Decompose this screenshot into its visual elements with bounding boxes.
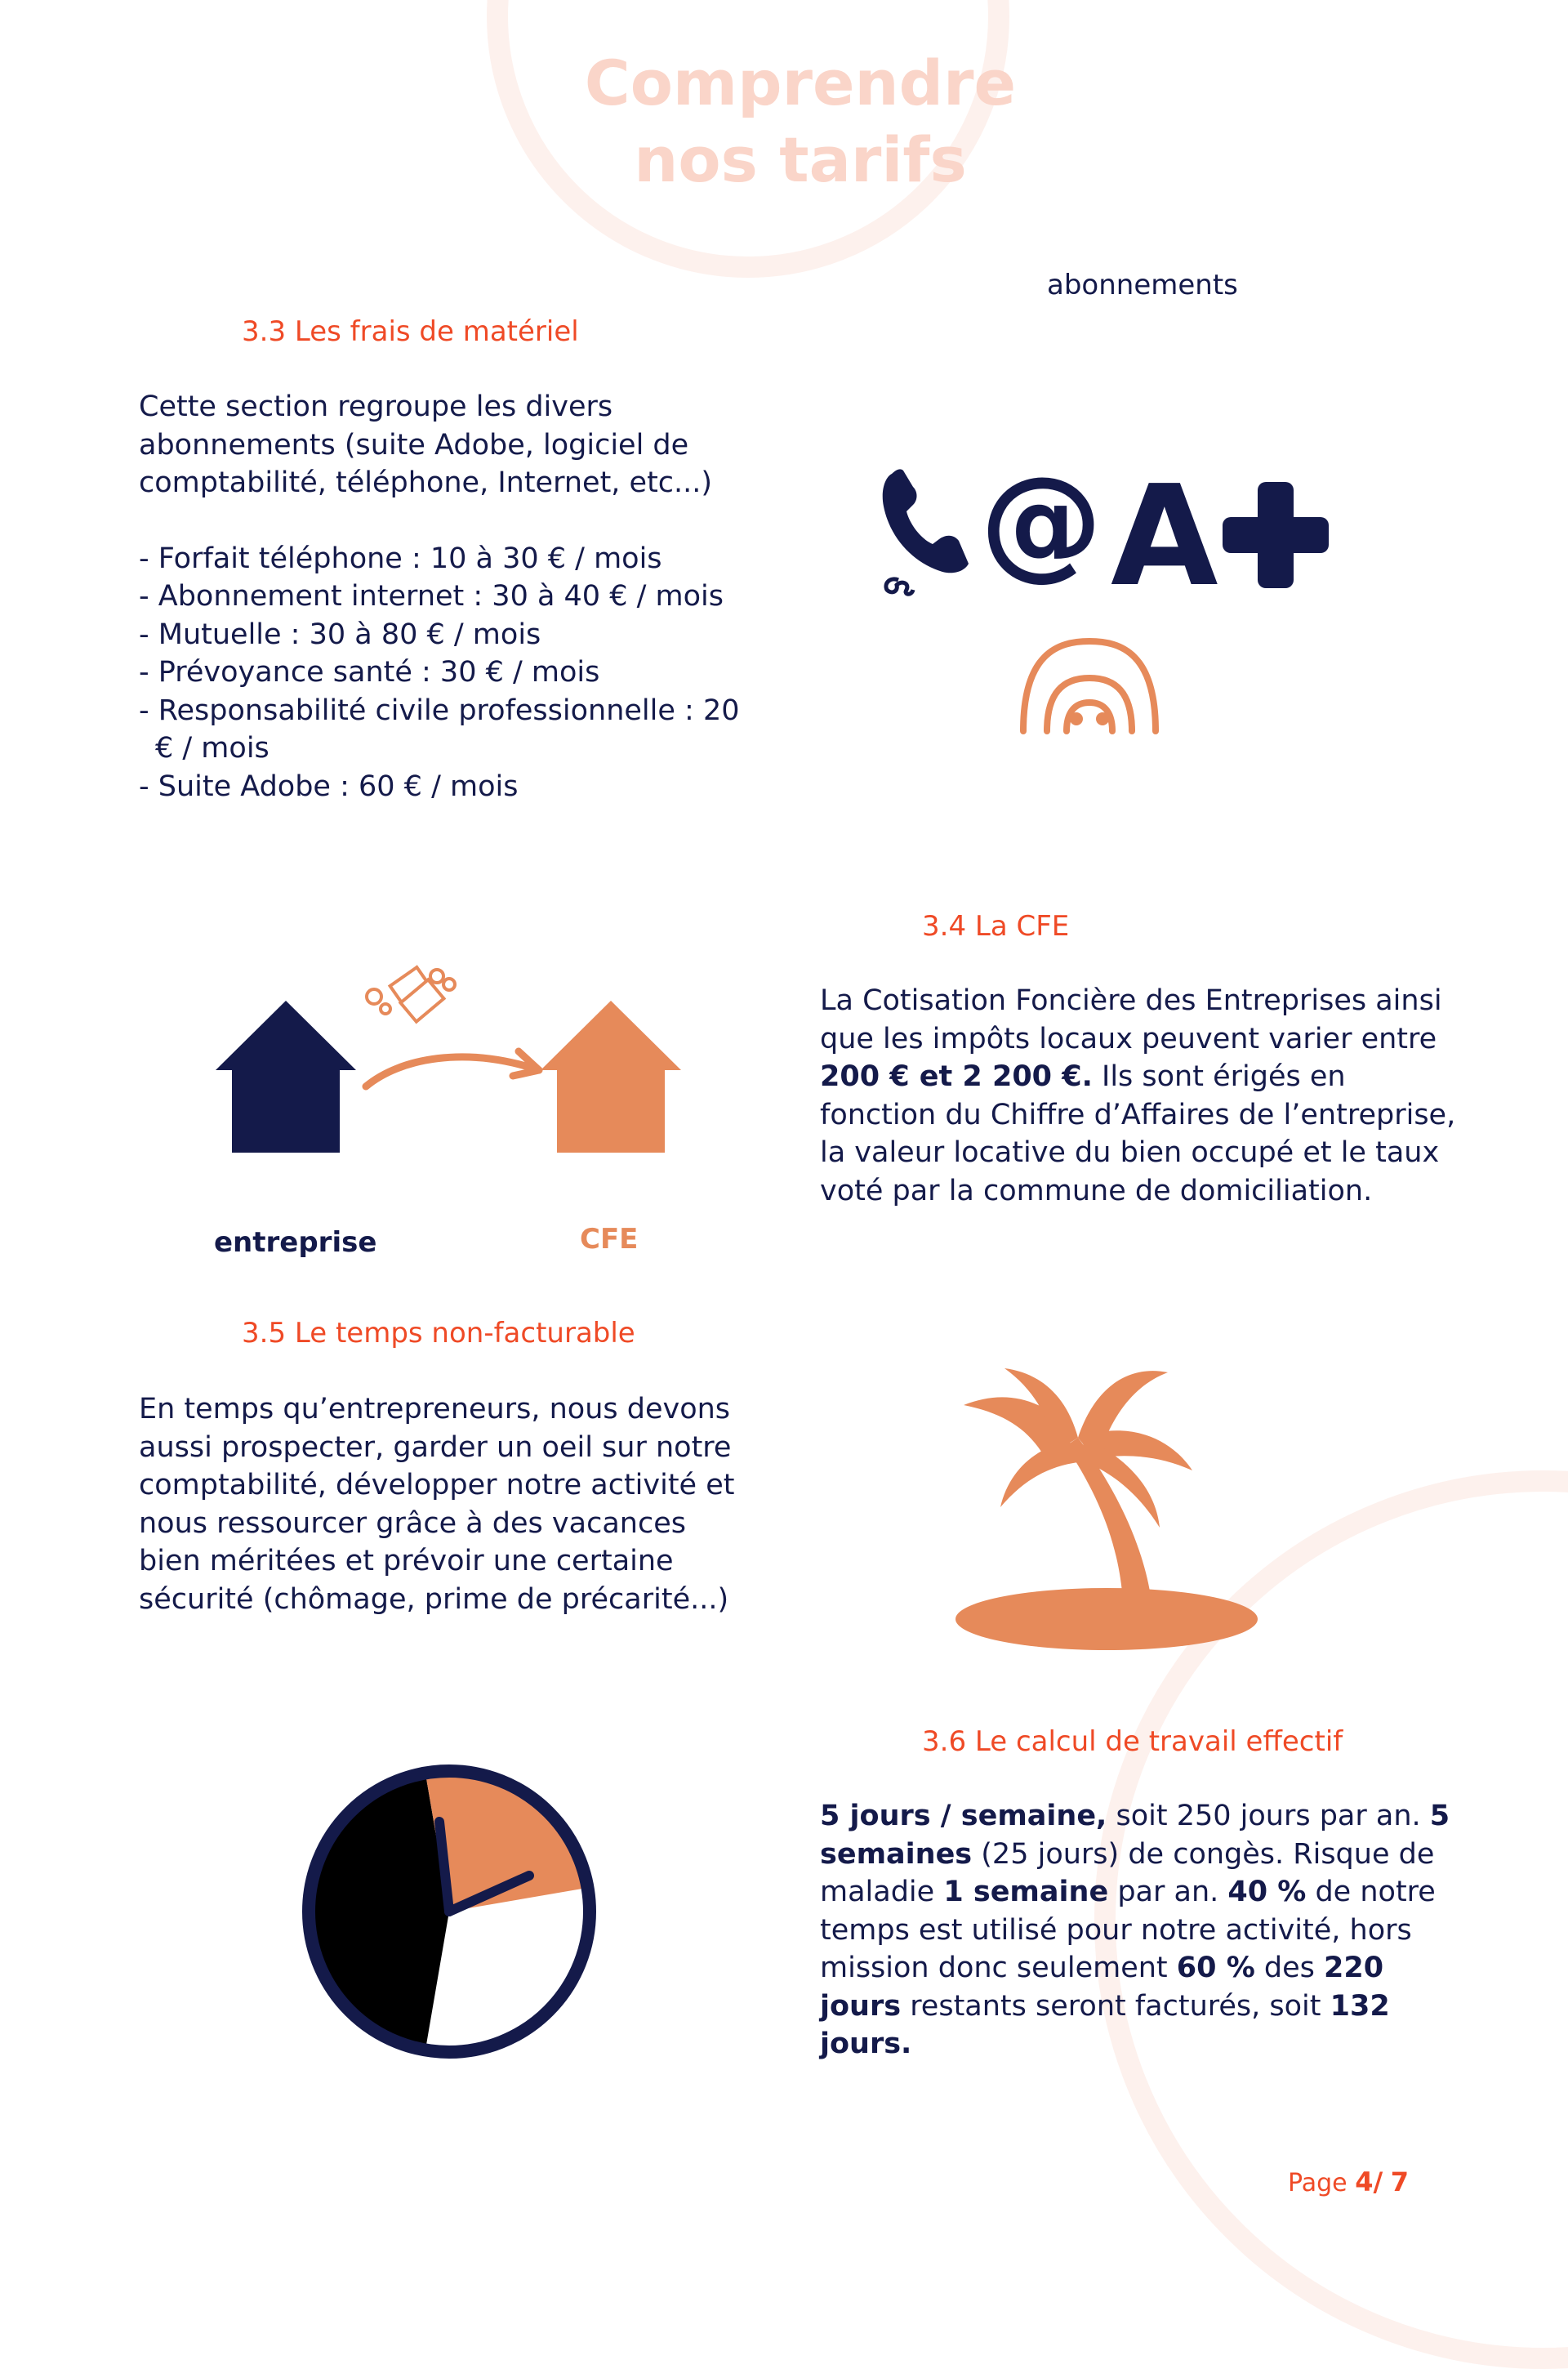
- subscriptions-caption: abonnements: [1047, 269, 1238, 301]
- page-label: Page: [1288, 2169, 1348, 2197]
- section-3-6-text: [820, 1797, 1457, 2063]
- text-fragment: des: [1254, 1952, 1325, 1984]
- subscription-cost-list: [139, 540, 776, 806]
- page-title: [523, 45, 1078, 199]
- page-title-line-1: Comprendre: [584, 47, 1017, 119]
- list-item: - Abonnement internet : 30 à 40 € / mois: [139, 580, 724, 613]
- page-title-line-2: nos tarifs: [634, 123, 967, 196]
- page-total: 7: [1390, 2166, 1409, 2197]
- section-title-3-5: 3.5 Le temps non-facturable: [242, 1317, 635, 1350]
- section-title-3-4: 3.4 La CFE: [922, 910, 1070, 943]
- billed-days: 132 jours.: [820, 1989, 1390, 2060]
- cfe-from-caption: entreprise: [214, 1226, 377, 1259]
- cfe-illustration: [204, 960, 694, 1213]
- svg-text:@: @: [980, 451, 1102, 593]
- text-fragment: soit 250 jours par an.: [1107, 1800, 1430, 1832]
- money-bills-icon: [367, 967, 455, 1022]
- list-item: - Suite Adobe : 60 € / mois: [139, 770, 519, 803]
- svg-text:A: A: [1111, 456, 1218, 618]
- palm-tree-island-icon: [956, 1356, 1258, 1650]
- at-sign-icon: [980, 451, 1102, 593]
- list-item: - Responsabilité civile professionnelle : 20 € / mois: [139, 694, 740, 765]
- house-cfe-icon: [541, 1001, 681, 1153]
- rainbow-icon: [1023, 641, 1156, 731]
- days-per-week: 5 jours / semaine,: [820, 1800, 1107, 1832]
- clock-pie-icon: [286, 1748, 612, 2075]
- page-number: [1288, 2166, 1409, 2197]
- section-3-4-text-b: Ils sont érigés en fonction du Chiffre d’Affaires de l’entreprise, la valeur locative du bien occupé et le taux voté par la commune de domiciliation.: [820, 1060, 1456, 1207]
- text-fragment: (25 jours) de congès. Risque de maladie: [820, 1837, 1435, 1908]
- letter-a-icon: [1111, 456, 1218, 618]
- remaining-days: 220 jours: [820, 1952, 1384, 2023]
- cfe-amount-range: 200 € et 2 200 €.: [820, 1060, 1093, 1093]
- plus-icon: [1223, 482, 1329, 588]
- page-current: 4: [1355, 2166, 1374, 2197]
- phone-icon: [883, 469, 969, 594]
- subscriptions-illustration: [874, 449, 1364, 743]
- list-item: - Mutuelle : 30 à 80 € / mois: [139, 618, 541, 651]
- activity-percent: 40 %: [1227, 1876, 1307, 1908]
- section-title-3-6: 3.6 Le calcul de travail effectif: [922, 1725, 1343, 1758]
- list-item: - Prévoyance santé : 30 € / mois: [139, 656, 600, 689]
- page-separator: /: [1373, 2166, 1383, 2197]
- section-3-5-text: En temps qu’entrepreneurs, nous devons aussi prospecter, garder un oeil sur notre comptabilité, développer notre activité et nous ressourcer grâce à des vacances bien méritées et prévoir une certaine sécurité (chômage, prime de précarité...): [139, 1393, 735, 1616]
- section-3-4-text: [820, 982, 1457, 1210]
- arrow-right-icon: [366, 1051, 539, 1086]
- house-company-icon: [216, 1001, 356, 1153]
- text-fragment: par an.: [1108, 1876, 1228, 1908]
- text-fragment: restants seront facturés, soit: [901, 1989, 1330, 2023]
- sick-weeks: 1 semaine: [943, 1876, 1109, 1908]
- billed-percent: 60 %: [1176, 1952, 1255, 1984]
- section-title-3-3: 3.3 Les frais de matériel: [242, 315, 579, 348]
- section-3-3-intro: Cette section regroupe les divers abonnements (suite Adobe, logiciel de comptabilité, téléphone, Internet, etc...): [139, 390, 713, 499]
- section-3-3-body: [139, 388, 776, 805]
- list-item: - Forfait téléphone : 10 à 30 € / mois: [139, 542, 662, 575]
- text-fragment: de notre temps est utilisé pour notre activité, hors mission donc seulement: [820, 1876, 1436, 1984]
- section-3-4-text-a: La Cotisation Foncière des Entreprises ainsi que les impôts locaux peuvent varier entre: [820, 984, 1442, 1055]
- cfe-to-caption: CFE: [580, 1223, 639, 1256]
- vacation-weeks: 5 semaines: [820, 1800, 1450, 1871]
